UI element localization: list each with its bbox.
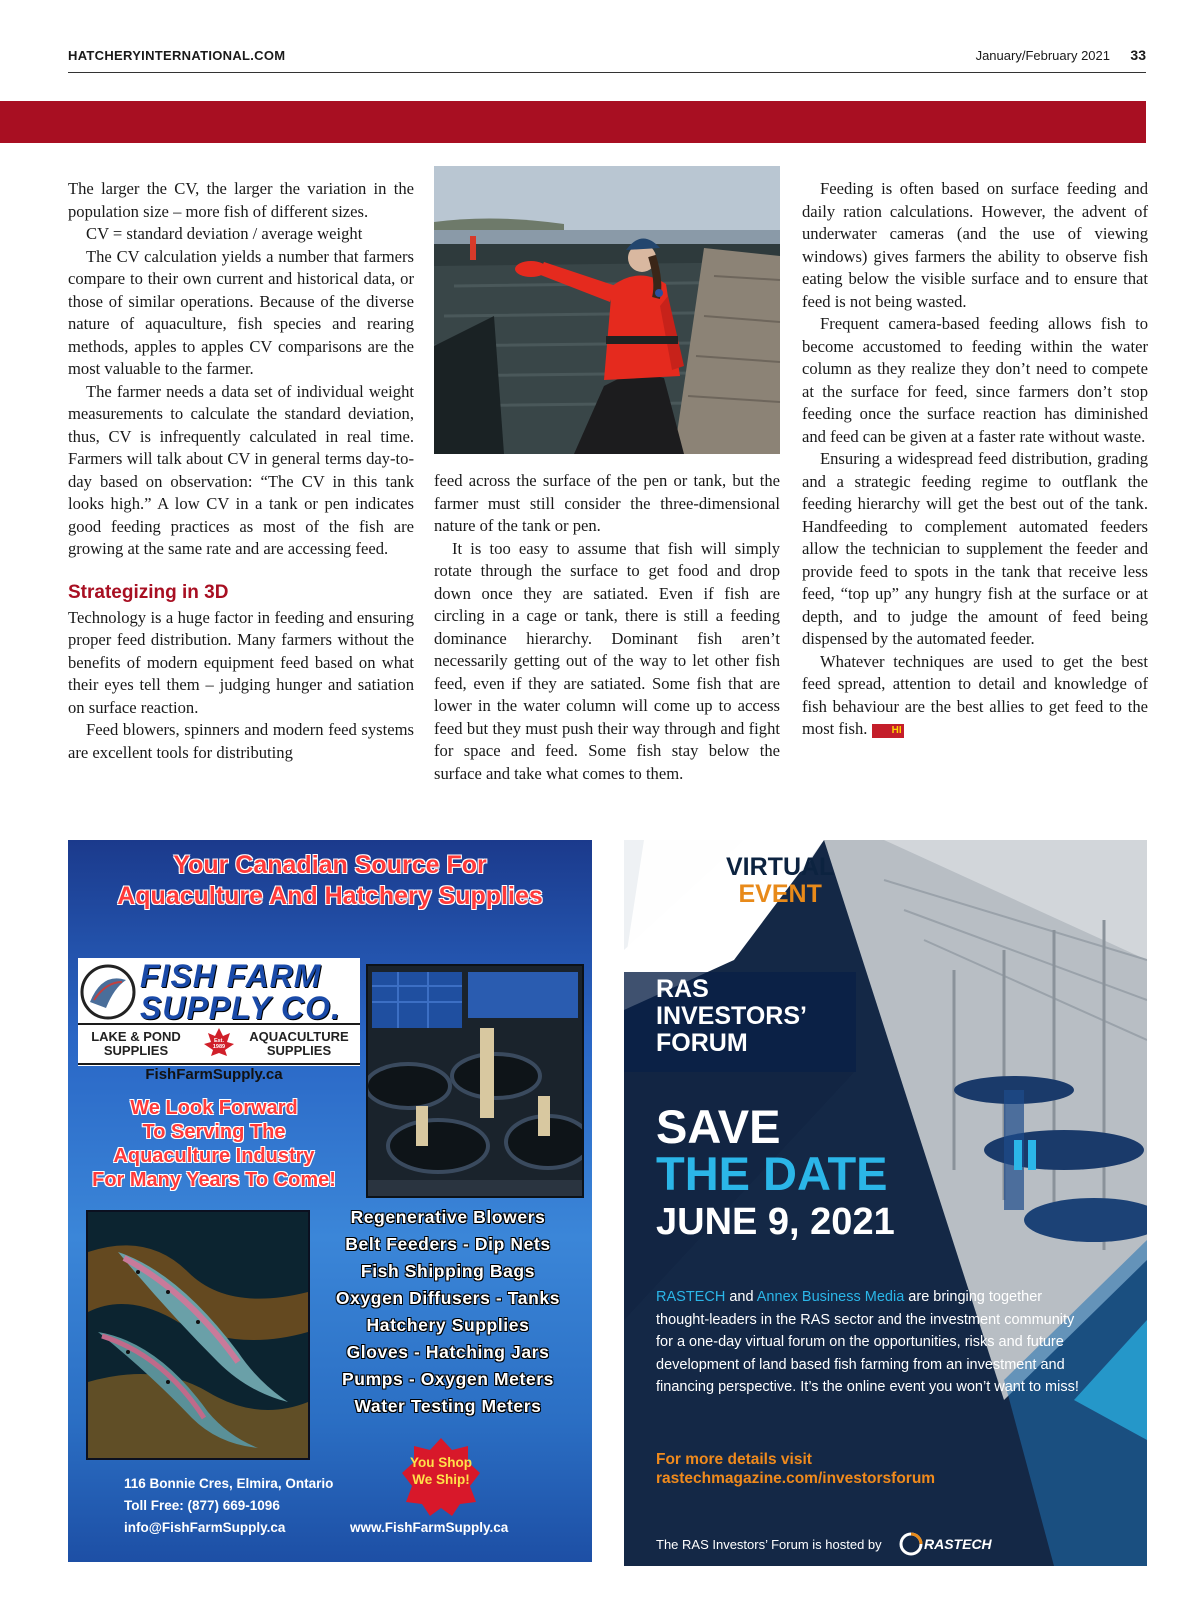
article-column-2 [434, 470, 780, 785]
blurb-text: are bringing together thought-leaders in the RAS sector and the investment community for a one-day virtual forum on the opportunities, risks and future development of land based fish farming from an investment and financing perspective. It’s the online event you won’t want to miss! [656, 1289, 1079, 1395]
virtual-event-label [726, 854, 834, 908]
ad-headline-line: Your Canadian Source For [173, 851, 487, 879]
product-item: Pumps - Oxygen Meters [342, 1369, 554, 1389]
product-list [312, 1204, 584, 1420]
product-item: Water Testing Meters [354, 1396, 542, 1416]
product-item: Gloves - Hatching Jars [346, 1342, 550, 1362]
product-item: Regenerative Blowers [350, 1207, 546, 1227]
paragraph: Technology is a huge factor in feeding and ensuring proper feed distribution. Many farmers without the benefits of modern equipment feed based on what their eyes tell them – judging hunger and satiation on surface reaction. [68, 607, 414, 717]
paragraph: Ensuring a widespread feed distribution, grading and a strategic feeding regime to outflank the feeding hierarchy will get the best out of the tank. Handfeeding to complement automated feeders allow the technician to supplement the feeder and provide feed to spots in the tank that receive less feed, “top up” any hungry fish at the surface or at depth, and to judge the amount of feed being dispensed by the automated feeder. [802, 449, 1148, 648]
est-line: Est. [213, 1038, 225, 1044]
paragraph-text: Whatever techniques are used to get the best feed spread, attention to detail and knowledge of fish behaviour are the best allies to get feed to the most fish. [802, 651, 1148, 738]
product-item: Fish Shipping Bags [360, 1261, 536, 1281]
title-line: INVESTORS’ [656, 1002, 807, 1030]
tag-line: AQUACULTURE [249, 1029, 349, 1044]
paragraph: Feed blowers, spinners and modern feed systems are excellent tools for distributing [68, 720, 414, 762]
paragraph: Feeding is often based on surface feeding and daily ration calculations. However, the advent of underwater cameras (and the use of viewing windows) gives farmers the ability to observe fish eating below the visible surface and to ensure that feed is not being wasted. [802, 179, 1148, 311]
product-item: Oxygen Diffusers - Tanks [335, 1288, 561, 1308]
tag-line: SUPPLIES [103, 1043, 169, 1058]
contact-info [124, 1473, 333, 1539]
email[interactable]: info@FishFarmSupply.ca [124, 1520, 286, 1535]
details-cta[interactable] [656, 1450, 935, 1488]
title-line: FORUM [656, 1029, 748, 1057]
paragraph: The larger the CV, the larger the variation in the population size – more fish of different sizes. [68, 179, 414, 221]
paragraph: feed across the surface of the pen or tank, but the farmer must still consider the three-dimensional nature of the tank or pen. [434, 471, 780, 535]
ras-investors-forum-ad[interactable] [624, 840, 1147, 1566]
section-banner [0, 101, 1146, 143]
established-mark [207, 1038, 231, 1050]
trout-photo [86, 1210, 310, 1460]
paragraph: Frequent camera-based feeding allows fish to become accustomed to feeding within the water column as they realize they don’t need to compete at the surface for feed, since farmers don’t stop feeding once the surface reaction has diminished and feed can be given at a faster rate without waste. [802, 314, 1148, 446]
logo-url[interactable]: FishFarmSupply.ca [145, 1066, 283, 1083]
tagline-line: To Serving The [142, 1121, 286, 1143]
article-column-1 [68, 178, 414, 764]
ad-headline [68, 850, 592, 912]
est-line: 1989 [212, 1044, 226, 1050]
issue-date: January/February 2021 [975, 48, 1110, 63]
phone[interactable]: Toll Free: (877) 669-1096 [124, 1498, 280, 1513]
article-photo [434, 166, 780, 454]
brand-rastech: RASTECH [656, 1289, 726, 1305]
logo-line: FISH FARM [140, 958, 322, 994]
fishfarm-supply-ad[interactable] [68, 840, 592, 1562]
rastech-wordmark: RASTECH [924, 1536, 992, 1552]
forum-title [656, 976, 807, 1057]
page-number: 33 [1130, 47, 1146, 63]
paragraph: The CV calculation yields a number that farmers compare to their own current and historical data, or those of similar operations. Because of the diverse nature of aquaculture, fish species and rearing methods, apples to apples CV comparisons are the most valuable to the farmer. [68, 246, 414, 378]
lake-pond-tag [80, 1030, 192, 1058]
hatchery-tanks-photo [366, 964, 584, 1198]
address: 116 Bonnie Cres, Elmira, Ontario [124, 1476, 334, 1491]
logo-line: SUPPLY CO. [140, 990, 341, 1026]
paragraph [802, 651, 1148, 741]
badge-line: You Shop [410, 1455, 472, 1470]
virtual-text: VIRTUAL [726, 853, 835, 881]
website-link[interactable]: www.FishFarmSupply.ca [350, 1520, 509, 1535]
tag-line: LAKE & POND [91, 1029, 181, 1044]
product-item: Hatchery Supplies [366, 1315, 530, 1335]
article-column-3 [802, 178, 1148, 741]
tagline-line: For Many Years To Come! [92, 1169, 336, 1191]
tagline-line: Aquaculture Industry [113, 1145, 315, 1167]
save-text: SAVE [656, 1100, 781, 1153]
event-date: JUNE 9, 2021 [656, 1201, 895, 1243]
badge-line: We Ship! [412, 1472, 470, 1487]
trout-illustration [88, 1212, 308, 1458]
aquaculture-tag [238, 1030, 360, 1058]
product-item: Belt Feeders - Dip Nets [345, 1234, 551, 1254]
event-description [656, 1286, 1086, 1399]
event-text: EVENT [738, 880, 822, 908]
rastech-logo-icon [899, 1532, 923, 1556]
hosted-by-text: The RAS Investors’ Forum is hosted by [656, 1537, 882, 1552]
logo-wordmark [140, 960, 341, 1024]
page-header [68, 46, 1146, 73]
shop-badge-text [400, 1454, 482, 1488]
the-date-text: THE DATE [656, 1147, 888, 1200]
title-line: RAS [656, 975, 709, 1003]
details-url-link[interactable]: rastechmagazine.com/investorsforum [656, 1470, 936, 1487]
section-subhead: Strategizing in 3D [68, 581, 229, 603]
site-name: HATCHERYINTERNATIONAL.COM [68, 48, 286, 63]
tanks-illustration [368, 966, 582, 1196]
ad-headline-line: Aquaculture And Hatchery Supplies [117, 882, 543, 910]
hi-end-mark-icon: HI [872, 724, 904, 738]
worker-feeding-photo [434, 166, 780, 454]
tagline-line: We Look Forward [130, 1097, 298, 1119]
paragraph: CV = standard deviation / average weight [86, 224, 363, 243]
tag-line: SUPPLIES [266, 1043, 332, 1058]
fishfarm-logo [78, 958, 360, 1066]
details-label: For more details visit [656, 1451, 812, 1468]
blurb-and: and [729, 1289, 754, 1305]
paragraph: The farmer needs a data set of individual weight measurements to calculate the standard deviation, thus, CV is infrequently calculated in real time. Farmers will talk about CV in general terms day-to-day based on observation: “The CV in this tank looks high.” A low CV in a tank or pen indicates good feeding practices as most of the fish are growing at the same rate and are accessing feed. [68, 381, 414, 558]
ad-tagline [68, 1096, 360, 1192]
brand-annex: Annex Business Media [756, 1289, 905, 1305]
paragraph: It is too easy to assume that fish will simply rotate through the surface to get food and drop down once they are satiated. Even if fish are circling in a cage or tank, there is still a feeding dominance hierarchy. Dominant fish aren’t necessarily getting out of the way to let other fish feed, even if they are satiated. Some fish that are lower in the water column will come up to access feed but they must push their way through and fight for space and feed. Some fish stay below the surface and take what comes to them. [434, 538, 780, 783]
